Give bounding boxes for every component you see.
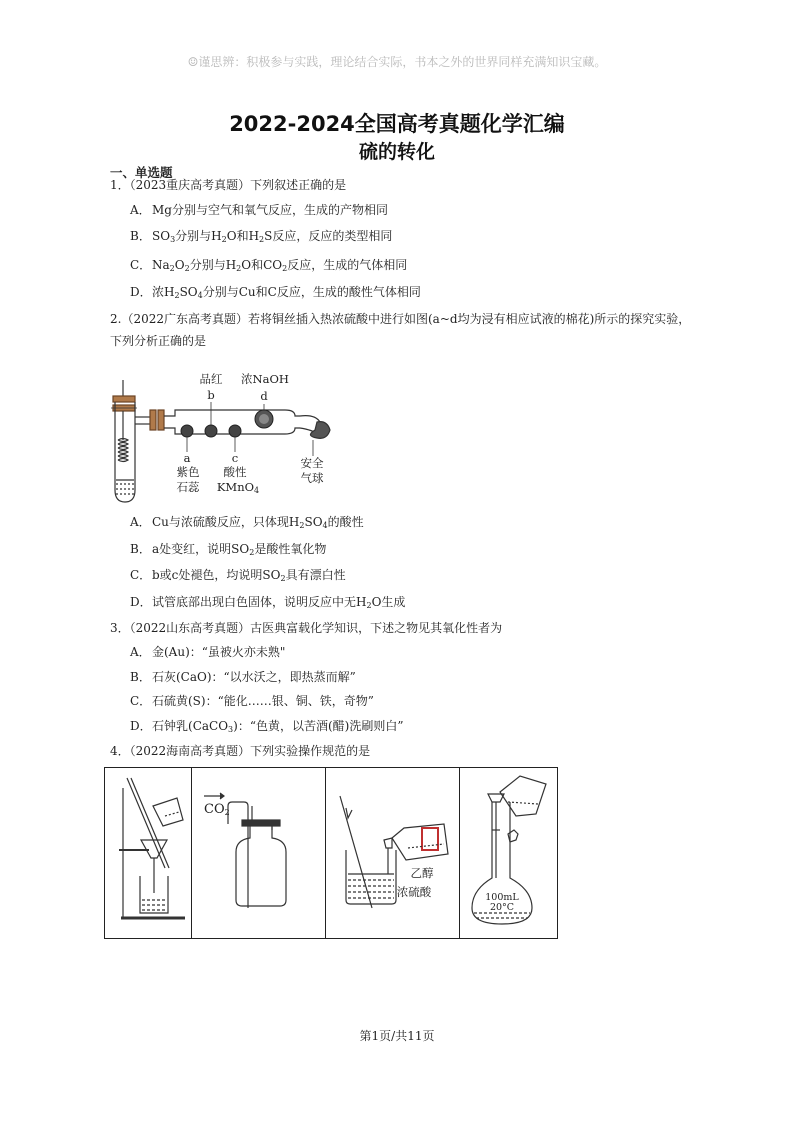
filtration-drawing bbox=[105, 768, 191, 938]
table-cell-filtration[interactable] bbox=[105, 768, 192, 938]
subscript: 4 bbox=[197, 291, 203, 300]
option-label: C． bbox=[130, 694, 152, 708]
subscript: 2 bbox=[366, 601, 372, 610]
option-text: )：“色黄，以苦酒(醋)洗刷则白” bbox=[233, 719, 404, 733]
option-label: C． bbox=[130, 568, 152, 582]
formula-text: O bbox=[174, 258, 185, 272]
label-a-reagent-1: 紫色 bbox=[176, 465, 200, 479]
page-footer: 第1页/共11页 bbox=[359, 1029, 435, 1043]
option-label: D． bbox=[130, 719, 152, 733]
formula-text: H bbox=[288, 515, 300, 529]
option-label: A． bbox=[130, 203, 151, 217]
subscript: 2 bbox=[282, 264, 288, 273]
option-label: B． bbox=[130, 542, 151, 556]
option-label: A． bbox=[130, 515, 151, 529]
q1-option-c[interactable] bbox=[130, 256, 407, 274]
option-label: C． bbox=[130, 258, 152, 272]
q3-option-c[interactable] bbox=[130, 692, 374, 710]
mixing-drawing bbox=[326, 768, 459, 938]
label-b-reagent: 品红 bbox=[199, 372, 223, 386]
subscript: 2 bbox=[221, 235, 227, 244]
q2-option-b[interactable] bbox=[130, 540, 326, 558]
label-balloon-2: 气球 bbox=[300, 471, 324, 485]
page-header: ☺谨思辨：积极参与实践，理论结合实际，书本之外的世界同样充满知识宝藏。 bbox=[187, 55, 607, 69]
label-a-reagent-2: 石蕊 bbox=[176, 480, 200, 494]
page-title: 2022-2024全国高考真题化学汇编 bbox=[229, 112, 565, 136]
label-c-reagent-2 bbox=[208, 480, 268, 495]
table-cell-volumetric-flask[interactable] bbox=[460, 768, 557, 938]
option-text: 具有漂白性 bbox=[285, 568, 346, 582]
formula-text: CO bbox=[204, 802, 225, 817]
option-text: 分别与Cu和C反应，生成的酸性气体相同 bbox=[202, 285, 421, 299]
option-text: O和 bbox=[241, 258, 264, 272]
option-text: 分别与 bbox=[189, 258, 226, 272]
option-text: 反应，生成的气体相同 bbox=[287, 258, 408, 272]
question-4-stem: 4．（2022海南高考真题）下列实验操作规范的是 bbox=[110, 744, 371, 758]
label-c: c bbox=[231, 451, 239, 465]
formula-text: H bbox=[164, 285, 175, 299]
formula-text: CO bbox=[263, 258, 283, 272]
label-b: b bbox=[207, 388, 215, 402]
formula-text: H bbox=[211, 229, 222, 243]
experiment-options-table bbox=[104, 767, 558, 939]
q1-option-a[interactable] bbox=[130, 201, 388, 219]
subscript: 4 bbox=[254, 486, 260, 495]
formula-text: H bbox=[248, 229, 260, 243]
option-text: 石钟乳( bbox=[152, 719, 193, 733]
option-text: Cu与浓硫酸反应，只体现 bbox=[152, 515, 289, 529]
option-text: a处变红，说明 bbox=[152, 542, 232, 556]
subscript: 2 bbox=[259, 235, 265, 244]
label-a: a bbox=[183, 451, 191, 465]
option-text: Mg分别与空气和氧气反应，生成的产物相同 bbox=[152, 203, 388, 217]
subscript: 2 bbox=[280, 574, 286, 583]
option-text: 的酸性 bbox=[327, 515, 364, 529]
subscript: 4 bbox=[322, 521, 328, 530]
subscript: 2 bbox=[174, 291, 180, 300]
option-label: B． bbox=[130, 229, 151, 243]
question-2-stem-line2: 下列分析正确的是 bbox=[110, 334, 207, 348]
subscript: 3 bbox=[170, 235, 176, 244]
formula-text: SO bbox=[231, 542, 250, 556]
page-subtitle: 硫的转化 bbox=[358, 141, 435, 163]
co2-label bbox=[204, 802, 230, 817]
formula-text: SO bbox=[179, 285, 198, 299]
table-cell-gas-bottle[interactable] bbox=[192, 768, 326, 938]
option-label: A． bbox=[130, 645, 151, 659]
subscript: 2 bbox=[249, 548, 255, 557]
option-text: 试管底部出现白色固体，说明反应中无 bbox=[152, 595, 357, 609]
q2-option-d[interactable] bbox=[130, 593, 405, 611]
subscript: 2 bbox=[299, 521, 305, 530]
option-label: D． bbox=[130, 285, 152, 299]
option-text: 石硫黄(S)：“能化……银、铜、铁，奇物” bbox=[152, 694, 374, 708]
formula-text: SO bbox=[262, 568, 281, 582]
formula-text: SO bbox=[304, 515, 323, 529]
subscript: 2 bbox=[184, 264, 190, 273]
option-text: 是酸性氧化物 bbox=[254, 542, 327, 556]
q2-option-a[interactable] bbox=[130, 513, 364, 531]
copper-sulfuric-acid-apparatus bbox=[105, 372, 345, 507]
formula-text: CaCO bbox=[192, 719, 229, 733]
section-heading: 一、单选题 bbox=[110, 165, 173, 180]
formula-text: KMnO bbox=[216, 480, 255, 494]
ethanol-label: 乙醇 bbox=[410, 866, 434, 880]
option-text: 金(Au)：“虽被火亦未熟" bbox=[152, 645, 286, 659]
option-text: O生成 bbox=[371, 595, 406, 609]
subscript: 2 bbox=[224, 808, 230, 817]
option-text: 分别与 bbox=[175, 229, 212, 243]
subscript: 2 bbox=[236, 264, 242, 273]
question-2-stem-line1: 2.（2022广东高考真题）若将铜丝插入热浓硫酸中进行如图(a~d均为浸有相应试液的棉花)所示的探究实验， bbox=[110, 312, 691, 326]
label-d-reagent: 浓NaOH bbox=[241, 372, 289, 386]
formula-text: H bbox=[356, 595, 367, 609]
table-cell-mixing[interactable] bbox=[326, 768, 460, 938]
q1-option-d[interactable] bbox=[130, 283, 421, 301]
option-label: B． bbox=[130, 670, 151, 684]
q2-option-c[interactable] bbox=[130, 566, 346, 584]
question-1-stem: 1．（2023重庆高考真题）下列叙述正确的是 bbox=[110, 178, 347, 192]
q3-option-a[interactable] bbox=[130, 643, 285, 661]
subscript: 3 bbox=[228, 725, 234, 734]
subscript: 2 bbox=[169, 264, 175, 273]
formula-text: Na bbox=[152, 258, 170, 272]
option-text: 石灰(CaO)：“以水沃之，即热蒸而解” bbox=[152, 670, 356, 684]
label-balloon-1: 安全 bbox=[300, 456, 324, 470]
flask-volume-label: 100mL bbox=[485, 892, 519, 903]
gas-bottle-drawing bbox=[192, 768, 325, 938]
q1-option-b[interactable] bbox=[130, 227, 392, 245]
option-text: b或c处褪色，均说明 bbox=[152, 568, 263, 582]
question-3-stem: 3．（2022山东高考真题）古医典富载化学知识，下述之物见其氧化性者为 bbox=[110, 621, 503, 635]
label-c-reagent-1: 酸性 bbox=[223, 465, 247, 479]
option-text: O和 bbox=[226, 229, 249, 243]
formula-text: H bbox=[225, 258, 237, 272]
formula-text: SO bbox=[152, 229, 171, 243]
sulfuric-acid-label: 浓硫酸 bbox=[396, 885, 432, 899]
flask-temperature-label: 20°C bbox=[489, 902, 515, 913]
q3-option-b[interactable] bbox=[130, 668, 356, 686]
option-text: 浓 bbox=[152, 285, 165, 299]
option-label: D． bbox=[130, 595, 152, 609]
option-text: S反应，反应的类型相同 bbox=[264, 229, 393, 243]
q3-option-d[interactable] bbox=[130, 717, 403, 735]
label-d: d bbox=[260, 389, 268, 403]
